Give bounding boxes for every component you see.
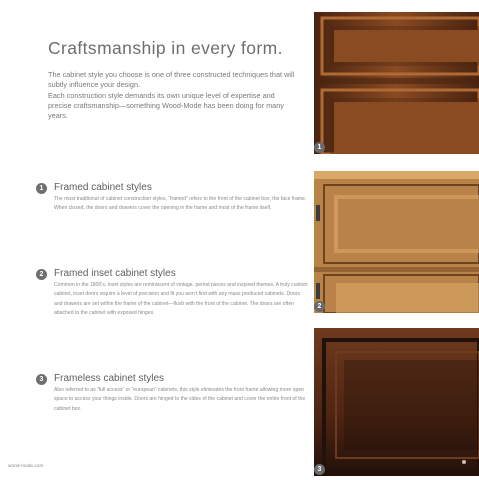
footer-url: wood-mode.com (8, 464, 44, 469)
section-title: Framed inset cabinet styles (54, 268, 176, 279)
section-body: The most traditional of cabinet construction styles, “framed” refers to the front of the cabinet box, the face frame. When closed, the doors and drawers cover the opening in the frame and most of the frame itself. (54, 196, 307, 212)
photo-frameless-cabinet (314, 328, 479, 476)
photo-framed-inset-cabinet (314, 171, 479, 313)
hinge-icon (316, 283, 320, 299)
section-number-badge: 2 (36, 269, 47, 280)
hinge-icon (316, 205, 320, 221)
cabinet-illustration (314, 171, 479, 313)
section-number-badge: 3 (36, 374, 47, 385)
intro-text (48, 70, 298, 121)
intro-paragraph-1: The cabinet style you choose is one of three constructed techniques that will subtly influence your design. (48, 70, 295, 90)
photo-framed-cabinet (314, 12, 479, 154)
page-title: Craftsmanship in every form. (48, 38, 283, 58)
cabinet-illustration (314, 328, 479, 476)
section-number-badge: 1 (36, 183, 47, 194)
knob-icon (462, 460, 466, 464)
section-body: Also referred to as “full access” or “european” cabinets, this style eliminates the front frame allowing more open space to access your things inside. Doors are hinged to the sides of the cabinet and cover the entire front of the cabinet box. (54, 387, 306, 412)
intro-paragraph-2: Each construction style demands its own unique level of expertise and precise craftsmanship—something Wood-Mode has been doing for many years. (48, 90, 284, 121)
photo-number-badge: 2 (314, 301, 325, 312)
section-title: Frameless cabinet styles (54, 373, 165, 384)
section-body: Common in the 1800’s, inset styles are reminiscent of vintage, period pieces and inspired themes. A truly custom cabinet, inset doors require a level of precision and fit you won’t find with any mass produced cabinets. Doors and drawers are set within the frame of the cabinet—flush with the front of the cabinet. The doors are often attached to the cabinet with exposed hinges. (54, 282, 308, 317)
photo-number-badge: 1 (314, 142, 325, 153)
section-title: Framed cabinet styles (54, 182, 152, 193)
photo-number-badge: 3 (314, 464, 325, 475)
cabinet-illustration (314, 12, 479, 154)
